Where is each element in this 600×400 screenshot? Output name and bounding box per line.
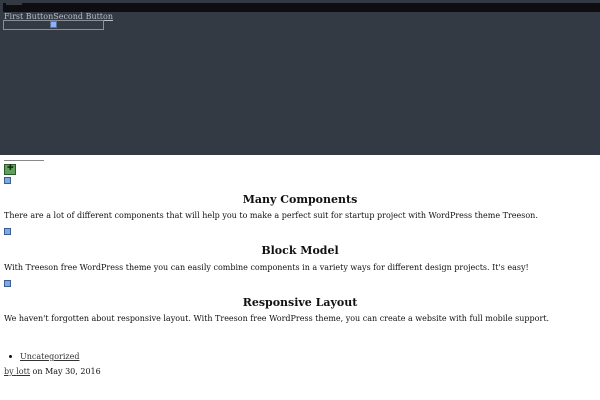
- category-list: [20, 352, 79, 361]
- section-title: Block Model: [261, 244, 339, 257]
- section-text: With Treeson free WordPress theme you can easily combine components in a variety ways for different design projects. It's easy!: [4, 263, 529, 272]
- section-title: Responsive Layout: [242, 296, 358, 309]
- second-button[interactable]: Second Button: [53, 12, 113, 21]
- author-name: lott: [16, 367, 30, 376]
- by-label: by: [4, 367, 14, 376]
- list-bullet: [9, 355, 12, 358]
- top-bar: [3, 3, 600, 12]
- section-text: We haven't forgotten about responsive layout. With Treeson free WordPress theme, you can create a website with full mobile support.: [4, 314, 550, 323]
- post-meta: [4, 367, 101, 376]
- hero-image-placeholder: [3, 20, 104, 30]
- category-link[interactable]: Uncategorized: [20, 352, 80, 361]
- image-icon: [4, 177, 11, 184]
- hero-banner: [0, 0, 600, 155]
- post-date: May 30, 2016: [45, 367, 101, 376]
- divider: [4, 160, 44, 161]
- image-icon: [4, 280, 11, 287]
- top-bar-notch: [6, 2, 22, 5]
- image-icon: [50, 21, 57, 28]
- author-link[interactable]: [4, 367, 30, 376]
- add-button[interactable]: [4, 164, 16, 175]
- section-title: Many Components: [242, 193, 358, 206]
- image-icon: [4, 228, 11, 235]
- on-label: on: [32, 367, 43, 376]
- first-button[interactable]: First Button: [4, 12, 54, 21]
- section-text: There are a lot of different components that will help you to make a perfect suit for startup project with WordPress theme Treeson.: [4, 211, 538, 220]
